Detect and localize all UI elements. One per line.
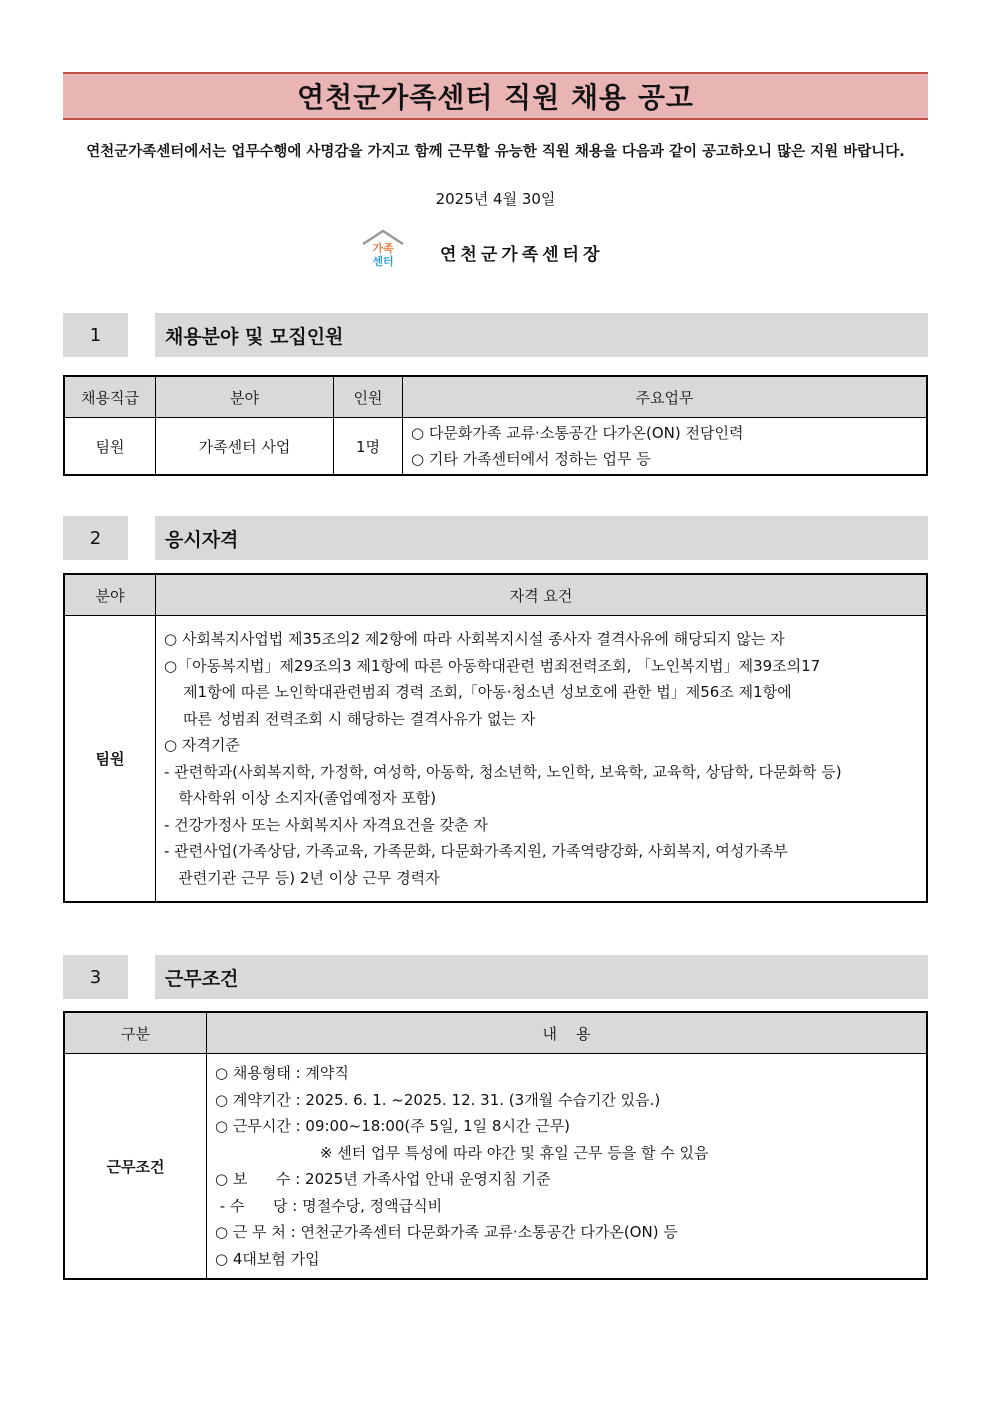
signer-name: 연천군가족센터장	[440, 245, 604, 265]
condition-line: ○ 계약기간 : 2025. 6. 1. ~2025. 12. 31. (3개월 수습기간 있음.)	[215, 1090, 661, 1109]
condition-line: ○ 채용형태 : 계약직	[215, 1064, 349, 1082]
page-title: 연천군가족센터 직원 채용 공고	[63, 72, 928, 120]
cell-requirements	[156, 616, 928, 903]
conditions-table	[63, 1011, 928, 1280]
recruitment-table	[63, 375, 928, 476]
requirement-line: 관련기관 근무 등) 2년 이상 근무 경력자	[164, 868, 440, 887]
logo-text-bottom: 센터	[372, 255, 394, 268]
table-header-row	[64, 574, 927, 616]
condition-line: ※ 센터 업무 특성에 따라 야간 및 휴일 근무 등을 할 수 있음	[215, 1143, 709, 1162]
header-field: 분야	[64, 574, 156, 616]
cell-label: 근무조건	[64, 1054, 207, 1280]
cell-grade: 팀원	[64, 418, 156, 476]
condition-line: ○ 4대보험 가입	[215, 1249, 320, 1268]
header-field: 분야	[156, 376, 334, 418]
header-category: 구분	[64, 1012, 207, 1054]
condition-line: ○ 근무시간 : 09:00~18:00(주 5일, 1일 8시간 근무)	[215, 1117, 571, 1135]
table-header-row	[64, 1012, 927, 1054]
cell-field: 가족센터 사업	[156, 418, 334, 476]
duty-line: ○ 다문화가족 교류·소통공간 다가온(ON) 전담인력	[411, 423, 744, 442]
table-row	[64, 1054, 927, 1280]
table-header-row	[64, 376, 927, 418]
header-content: 내 용	[207, 1012, 928, 1054]
intro-text: 연천군가족센터에서는 업무수행에 사명감을 가지고 함께 근무할 유능한 직원 채용을 다음과 같이 공고하오니 많은 지원 바랍니다.	[86, 144, 905, 160]
requirement-line: 학사학위 이상 소지자(졸업예정자 포함)	[164, 789, 437, 807]
cell-label: 팀원	[64, 616, 156, 903]
section1-number: 1	[63, 313, 128, 357]
cell-count: 1명	[334, 418, 403, 476]
requirement-line: ○ 사회복지사업법 제35조의2 제2항에 따라 사회복지시설 종사자 결격사유에 해당되지 않는 자	[164, 630, 785, 648]
section2-number: 2	[63, 516, 128, 560]
cell-duties	[403, 418, 928, 476]
header-duties: 주요업무	[403, 376, 928, 418]
cell-conditions	[207, 1054, 928, 1280]
requirement-line: 따른 성범죄 전력조회 시 해당하는 결격사유가 없는 자	[164, 709, 536, 728]
requirement-line: - 관련사업(가족상담, 가족교육, 가족문화, 다문화가족지원, 가족역량강화, 사회복지, 여성가족부	[164, 842, 788, 860]
section2-title: 응시자격	[155, 516, 928, 560]
qualification-table	[63, 573, 928, 903]
header-grade: 채용직급	[64, 376, 156, 418]
requirement-line: 제1항에 따른 노인학대관련범죄 경력 조회,「아동·청소년 성보호에 관한 법」제56조 제1항에	[164, 683, 792, 701]
condition-line: ○ 보 수 : 2025년 가족사업 안내 운영지침 기준	[215, 1170, 551, 1188]
duty-line: ○ 기타 가족센터에서 정하는 업무 등	[411, 450, 651, 468]
requirement-line: - 건강가정사 또는 사회복지사 자격요건을 갖춘 자	[164, 815, 488, 834]
requirement-line: ○ 자격기준	[164, 736, 240, 754]
announcement-date: 2025년 4월 30일	[435, 190, 556, 208]
section3-title: 근무조건	[155, 955, 928, 999]
header-requirements: 자격 요건	[156, 574, 928, 616]
table-row	[64, 418, 927, 476]
section3-number: 3	[63, 955, 128, 999]
requirement-line: ○「아동복지법」제29조의3 제1항에 따른 아동학대관련 범죄전력조회, 「노인복지법」제39조의17	[164, 656, 821, 675]
logo-text-top: 가족	[372, 242, 394, 255]
header-count: 인원	[334, 376, 403, 418]
section1-title: 채용분야 및 모집인원	[155, 313, 928, 357]
table-row	[64, 616, 927, 903]
condition-line: - 수 당 : 명절수당, 정액급식비	[215, 1196, 443, 1215]
family-center-logo	[360, 228, 406, 268]
requirement-line: - 관련학과(사회복지학, 가정학, 여성학, 아동학, 청소년학, 노인학, 보육학, 교육학, 상담학, 다문화학 등)	[164, 762, 842, 781]
condition-line: ○ 근 무 처 : 연천군가족센터 다문화가족 교류·소통공간 다가온(ON) 등	[215, 1223, 678, 1241]
